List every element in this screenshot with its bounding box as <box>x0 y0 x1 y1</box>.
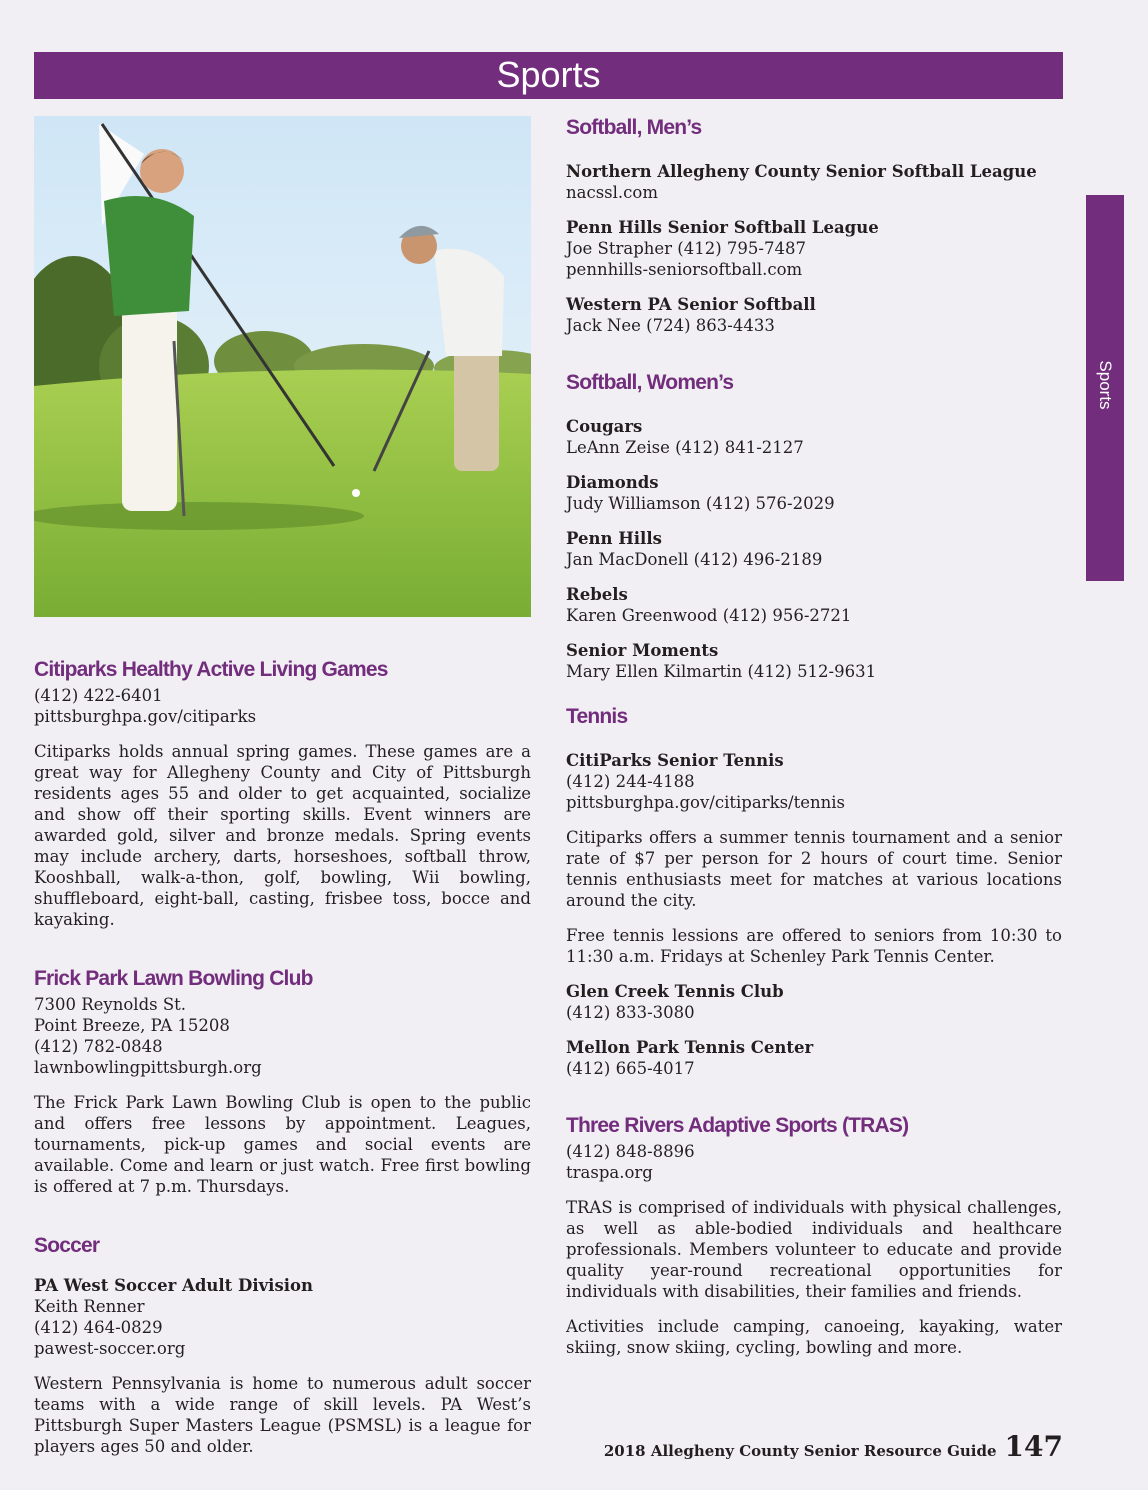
frick-contact <box>34 994 531 1078</box>
entry-line: Karen Greenwood (412) 956-2721 <box>566 606 852 625</box>
entry-line[interactable]: nacssl.com <box>566 183 658 202</box>
entry-name: Western PA Senior Softball <box>566 295 816 314</box>
entry-web[interactable]: pittsburghpa.gov/citiparks/tennis <box>566 793 845 812</box>
entry-line: Judy Williamson (412) 576-2029 <box>566 494 835 513</box>
heading-softball-men: Softball, Men’s <box>566 116 702 139</box>
entry-name: Rebels <box>566 585 628 604</box>
tras-body-1: TRAS is comprised of individuals with physical challenges, as well as able-bodied individuals and healthcare professionals. Members volunteer to educate and provide quality year-round recreational opportunities for individuals with disabilities, their families and friends. <box>566 1198 1062 1301</box>
tras-phone: (412) 848-8896 <box>566 1142 695 1161</box>
entry-phone: (412) 665-4017 <box>566 1059 695 1078</box>
frick-phone: (412) 782-0848 <box>34 1037 163 1056</box>
soccer-phone: (412) 464-0829 <box>34 1318 163 1337</box>
softball-women-entry <box>566 584 1062 626</box>
soccer-body: Western Pennsylvania is home to numerous adult soccer teams with a wide range of skill levels. PA West’s Pittsburgh Super Masters League (PSMSL) is a league for players ages 50 and older. <box>34 1374 531 1456</box>
citiparks-contact <box>34 685 531 727</box>
citiparks-web[interactable]: pittsburghpa.gov/citiparks <box>34 707 257 726</box>
golfers-illustration <box>34 116 531 617</box>
tras-contact <box>566 1141 1062 1183</box>
entry-name: Northern Allegheny County Senior Softball League <box>566 162 1037 181</box>
softball-men-entry <box>566 294 1062 336</box>
footer-guide-title: 2018 Allegheny County Senior Resource Guide <box>603 1442 997 1460</box>
left-column <box>34 655 531 1471</box>
entry-name: Diamonds <box>566 473 659 492</box>
frick-address1: 7300 Reynolds St. <box>34 995 187 1014</box>
soccer-org: PA West Soccer Adult Division <box>34 1276 314 1295</box>
page-number: 147 <box>1004 1430 1063 1463</box>
tras-body-2: Activities include camping, canoeing, kayaking, water skiing, snow skiing, cycling, bowling and more. <box>566 1317 1062 1357</box>
tennis-glen-creek <box>566 981 1062 1023</box>
entry-line: Joe Strapher (412) 795-7487 <box>566 239 806 258</box>
entry-name: Senior Moments <box>566 641 719 660</box>
tennis-body-2: Free tennis lessions are offered to seniors from 10:30 to 11:30 a.m. Fridays at Schenley Park Tennis Center. <box>566 926 1062 966</box>
side-tab-label: Sports <box>1096 360 1115 410</box>
heading-softball-women: Softball, Women’s <box>566 371 734 394</box>
soccer-contact <box>34 1275 531 1359</box>
entry-name: Glen Creek Tennis Club <box>566 982 784 1001</box>
entry-phone: (412) 833-3080 <box>566 1003 695 1022</box>
entry-name: CitiParks Senior Tennis <box>566 751 784 770</box>
tennis-mellon-park <box>566 1037 1062 1079</box>
entry-name: Cougars <box>566 417 643 436</box>
entry-line: Mary Ellen Kilmartin (412) 512-9631 <box>566 662 877 681</box>
entry-phone: (412) 244-4188 <box>566 772 695 791</box>
softball-men-entry <box>566 217 1062 280</box>
heading-tras: Three Rivers Adaptive Sports (TRAS) <box>566 1114 909 1137</box>
heading-tennis: Tennis <box>566 705 628 728</box>
entry-line: Jan MacDonell (412) 496-2189 <box>566 550 823 569</box>
frick-web[interactable]: lawnbowlingpittsburgh.org <box>34 1058 262 1077</box>
softball-women-entry <box>566 528 1062 570</box>
heading-citiparks: Citiparks Healthy Active Living Games <box>34 658 388 681</box>
tennis-body-1: Citiparks offers a summer tennis tournament and a senior rate of $7 per person for 2 hours of court time. Senior tennis enthusiasts meet for matches at various locations around the city. <box>566 828 1062 910</box>
frick-body: The Frick Park Lawn Bowling Club is open to the public and offers free lessons by appointment. Leagues, tournaments, pick-up games and social events are available. Come and learn or just watch. Free first bowling is offered at 7 p.m. Thursdays. <box>34 1093 531 1196</box>
entry-name: Mellon Park Tennis Center <box>566 1038 814 1057</box>
tras-web[interactable]: traspa.org <box>566 1163 653 1182</box>
entry-name: Penn Hills <box>566 529 662 548</box>
tennis-citiparks <box>566 750 1062 813</box>
page-footer <box>500 1430 1063 1463</box>
entry-line: Jack Nee (724) 863-4433 <box>566 316 775 335</box>
citiparks-body: Citiparks holds annual spring games. These games are a great way for Allegheny County and City of Pittsburgh residents ages 55 and older to get acquainted, socialize and show off their sporting skills. Event winners are awarded gold, silver and bronze medals. Spring events may include archery, darts, horseshoes, softball throw, Kooshball, walk-a-thon, golf, bowling, Wii bowling, shuffleboard, eight-ball, casting, frisbee toss, bocce and kayaking. <box>34 742 531 929</box>
soccer-contact-name: Keith Renner <box>34 1297 145 1316</box>
heading-soccer: Soccer <box>34 1234 100 1257</box>
page-title-banner <box>34 52 1063 99</box>
golf-photo <box>34 116 531 617</box>
softball-women-entry <box>566 640 1062 682</box>
right-column <box>566 113 1062 1372</box>
softball-women-entry <box>566 472 1062 514</box>
heading-frick-park: Frick Park Lawn Bowling Club <box>34 967 313 990</box>
entry-line: LeAnn Zeise (412) 841-2127 <box>566 438 804 457</box>
citiparks-phone: (412) 422-6401 <box>34 686 163 705</box>
softball-men-entry <box>566 161 1062 203</box>
soccer-web[interactable]: pawest-soccer.org <box>34 1339 186 1358</box>
section-side-tab <box>1086 195 1124 581</box>
frick-address2: Point Breeze, PA 15208 <box>34 1016 230 1035</box>
softball-women-entry <box>566 416 1062 458</box>
entry-name: Penn Hills Senior Softball League <box>566 218 879 237</box>
entry-web[interactable]: pennhills-seniorsoftball.com <box>566 260 803 279</box>
page-title: Sports <box>496 54 601 95</box>
